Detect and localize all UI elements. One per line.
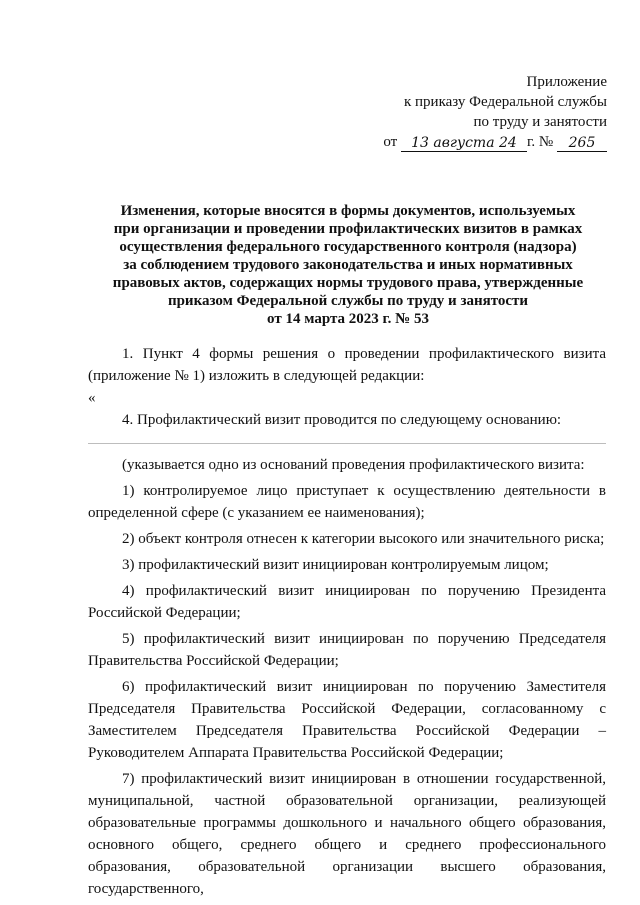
appendix-agency: по труду и занятости: [473, 114, 607, 130]
handwritten-order-date: 13 августа 24: [401, 135, 527, 152]
document-title: [88, 202, 608, 328]
list-item: 4) профилактический визит инициирован по поручению Президента Российской Федерации;: [88, 583, 606, 621]
opening-quote: «: [88, 390, 96, 406]
order-prefix: от: [383, 134, 398, 150]
list-item: 2) объект контроля отнесен к категории высокого или значительного риска;: [122, 531, 605, 547]
title-line: при организации и проведении профилактических визитов в рамках: [113, 221, 583, 237]
handwritten-order-number: 265: [557, 135, 607, 152]
title-line: Изменения, которые вносятся в формы документов, используемых: [120, 203, 576, 219]
paragraph-1: 1. Пункт 4 формы решения о проведении профилактического визита (приложение № 1) изложить в следующей редакции:: [88, 346, 606, 384]
title-line: от 14 марта 2023 г. № 53: [267, 311, 429, 327]
document-body: [88, 343, 606, 904]
list-item: 5) профилактический визит инициирован по поручению Председателя Правительства Российской Федерации;: [88, 631, 606, 669]
blank-fill-line: [88, 443, 606, 444]
title-line: правовых актов, содержащих нормы трудового права, утвержденные: [112, 275, 584, 291]
list-item: 6) профилактический визит инициирован по поручению Заместителя Председателя Правительства Российской Федерации, согласованному с Заместителем Председателя Правительства Российской Федерации – Руководителем Аппарата Правительства Российской Федерации;: [88, 679, 606, 761]
paragraph-2: 4. Профилактический визит проводится по следующему основанию:: [122, 412, 562, 428]
list-item: 1) контролируемое лицо приступает к осуществлению деятельности в определенной сфере (с указанием ее наименования);: [88, 483, 606, 521]
list-item: 3) профилактический визит инициирован контролируемым лицом;: [122, 557, 549, 573]
title-line: осуществления федерального государственного контроля (надзора): [119, 239, 577, 255]
title-line: приказом Федеральной службы по труду и занятости: [167, 293, 529, 309]
note-intro: (указывается одно из оснований проведения профилактического визита:: [122, 457, 585, 473]
appendix-label: Приложение: [526, 74, 607, 90]
list-item: 7) профилактический визит инициирован в отношении государственной, муниципальной, частной образовательной организации, реализующей образовательные программы дошкольного и начального общего образования, основного общего, среднего общего и среднего профессионального образования, образовательной организации высшего образования, государственного,: [88, 771, 606, 897]
title-line: за соблюдением трудового законодательства и иных нормативных: [123, 257, 573, 273]
order-date-line: [307, 132, 607, 152]
appendix-order-ref: к приказу Федеральной службы: [403, 94, 607, 110]
appendix-header: [307, 72, 607, 152]
order-year-suffix: г. №: [526, 134, 554, 150]
